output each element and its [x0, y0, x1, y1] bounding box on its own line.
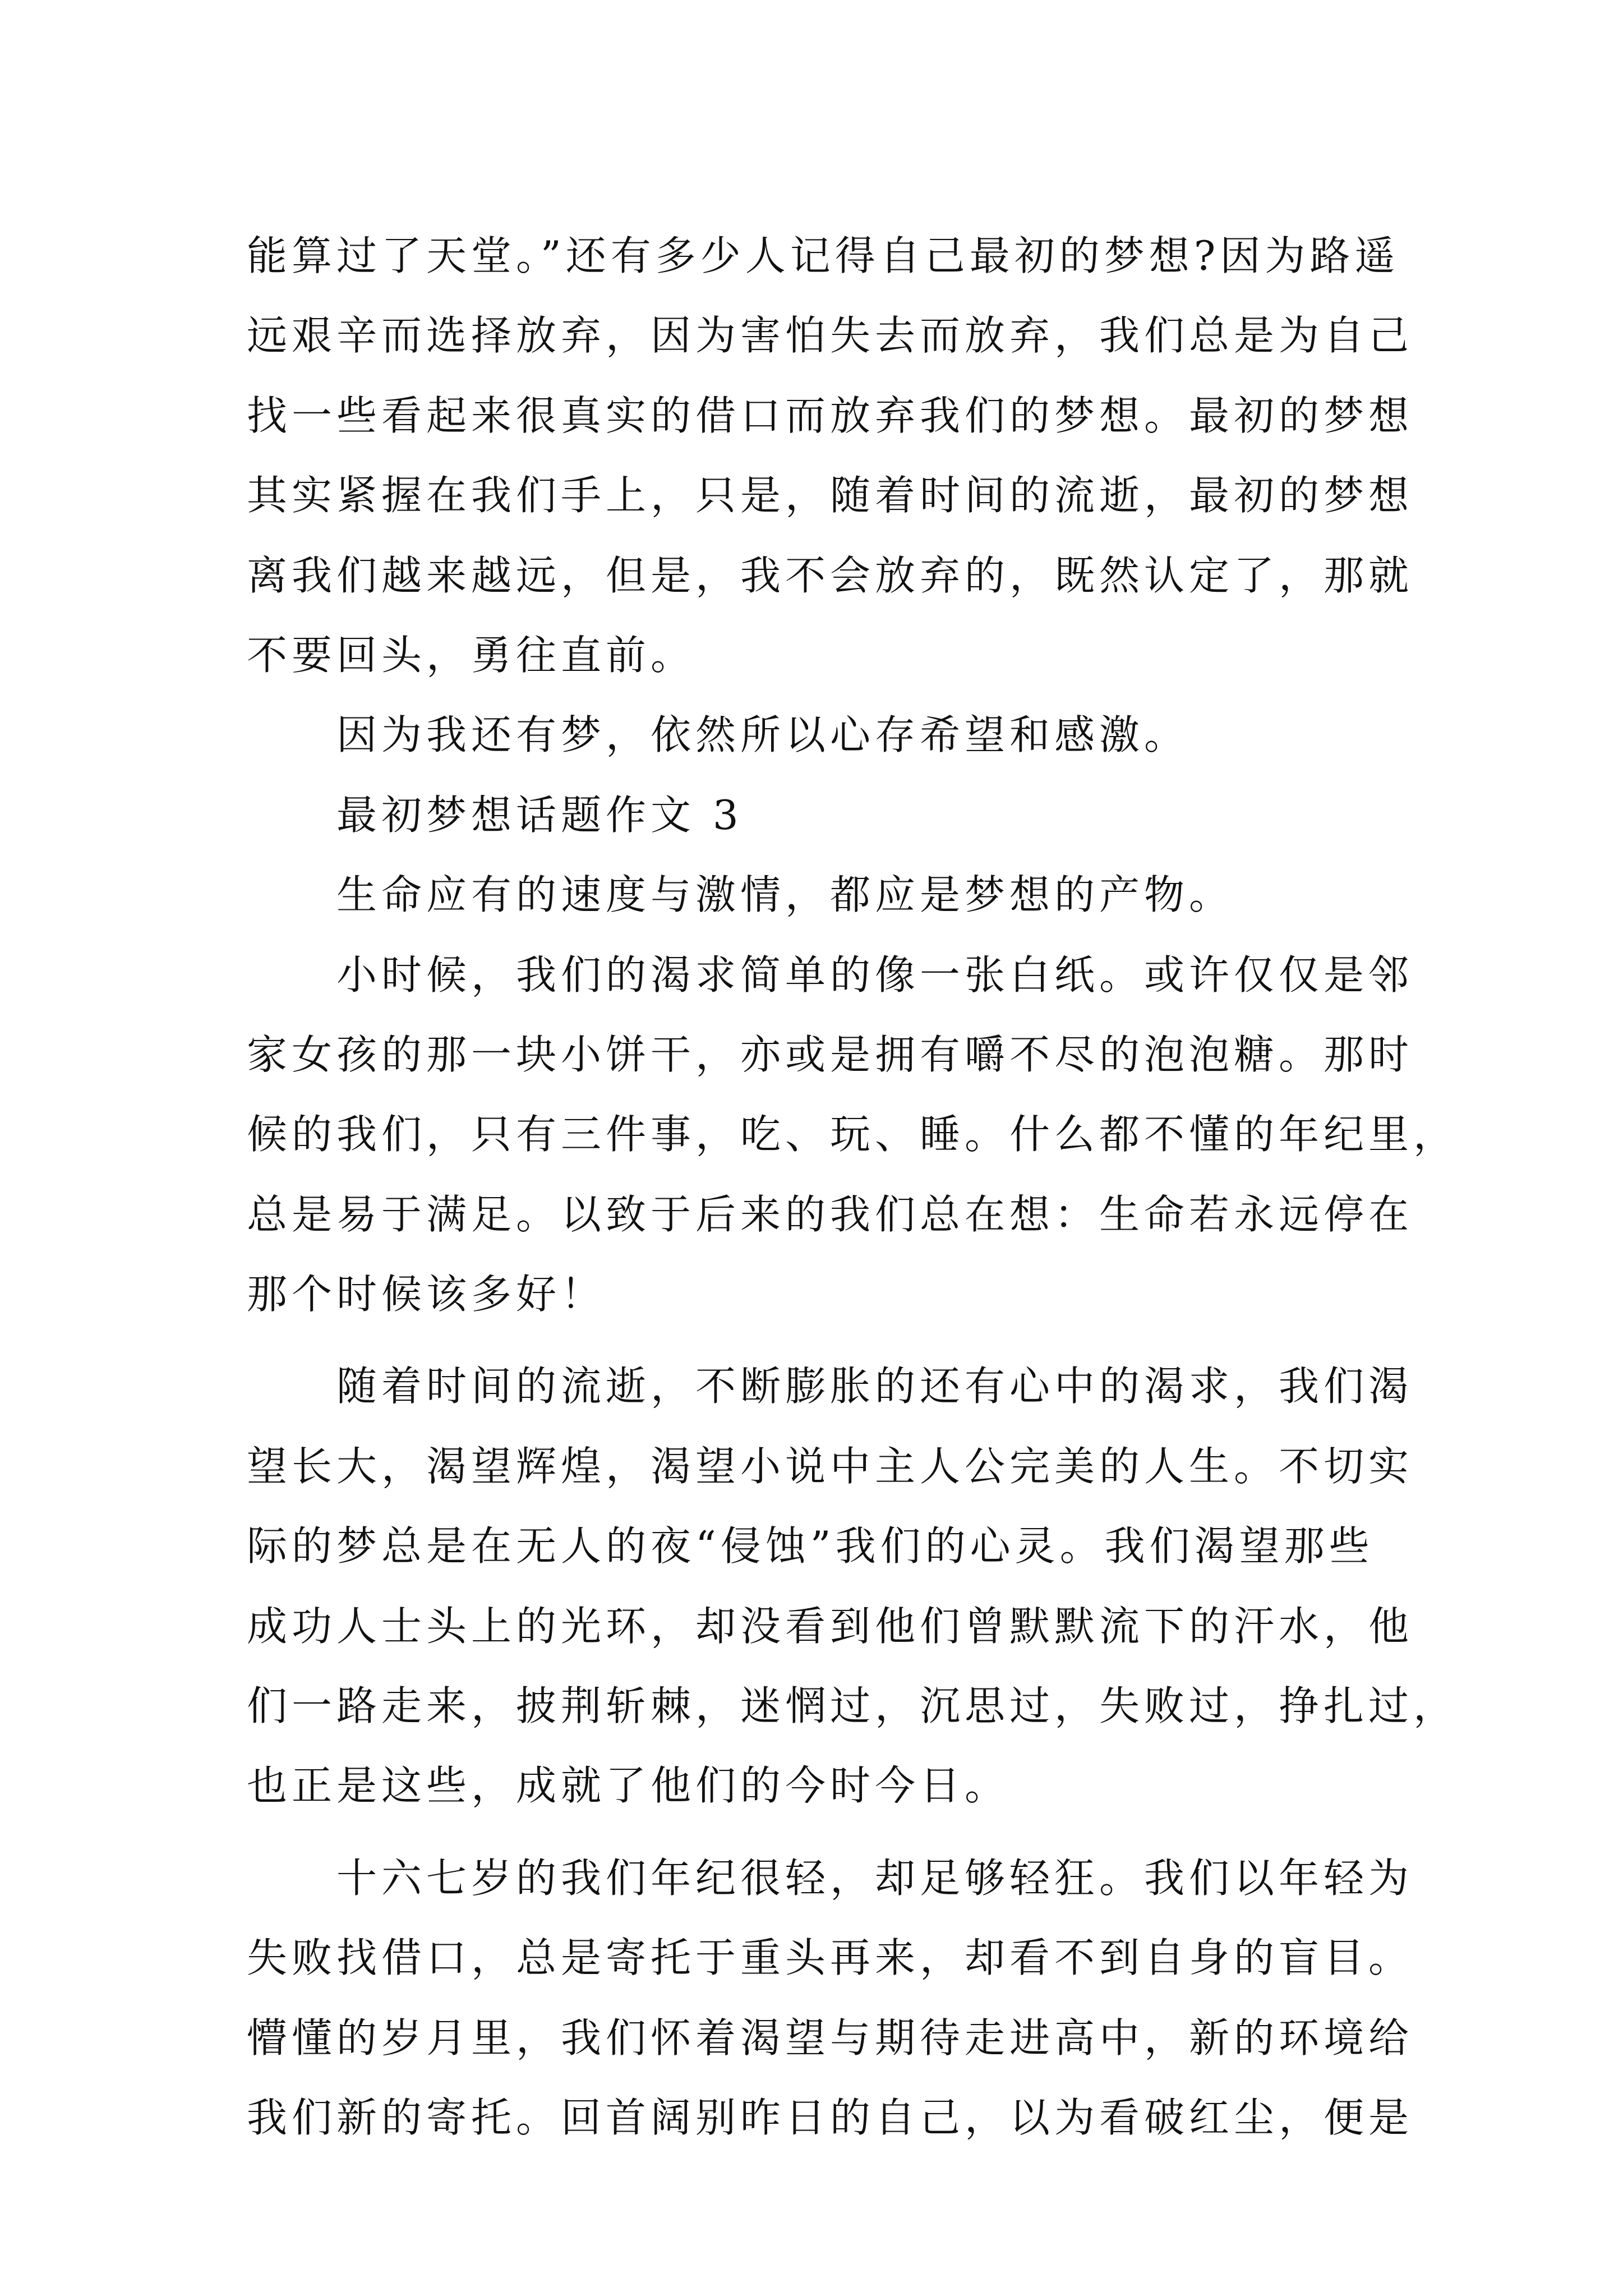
text-line: 离我们越来越远，但是，我不会放弃的，既然认定了，那就 — [247, 551, 1414, 599]
text-line: 失败找借口，总是寄托于重头再来，却看不到自身的盲目。 — [247, 1934, 1414, 1982]
text-line: 十六七岁的我们年纪很轻，却足够轻狂。我们以年轻为 — [336, 1854, 1414, 1902]
text-line: 候的我们，只有三件事，吃、玩、睡。什么都不懂的年纪里， — [247, 1111, 1459, 1158]
text-line: 找一些看起来很真实的借口而放弃我们的梦想。最初的梦想 — [247, 392, 1414, 439]
text-line: 因为我还有梦，依然所以心存希望和感激。 — [336, 711, 1189, 759]
text-line: 不要回头，勇往直前。 — [247, 631, 696, 679]
text-line: 家女孩的那一块小饼干，亦或是拥有嚼不尽的泡泡糖。那时 — [247, 1030, 1414, 1078]
text-line: 际的梦总是在无人的夜“侵蚀”我们的心灵。我们渴望那些 — [247, 1522, 1374, 1570]
text-line: 能算过了天堂。”还有多少人记得自己最初的梦想?因为路遥 — [247, 232, 1400, 279]
text-line: 生命应有的速度与激情，都应是梦想的产物。 — [336, 871, 1234, 919]
text-line: 总是易于满足。以致于后来的我们总在想：生命若永远停在 — [247, 1190, 1414, 1238]
text-line: 我们新的寄托。回首阔别昨日的自己，以为看破红尘，便是 — [247, 2093, 1414, 2141]
text-line: 们一路走来，披荆斩棘，迷惘过，沉思过，失败过，挣扎过， — [247, 1682, 1459, 1730]
section-heading: 最初梦想话题作文 3 — [336, 791, 743, 839]
text-line: 远艰辛而选择放弃，因为害怕失去而放弃，我们总是为自己 — [247, 312, 1414, 360]
text-line: 随着时间的流逝，不断膨胀的还有心中的渴求，我们渴 — [336, 1363, 1414, 1410]
document-body — [247, 216, 1459, 2157]
text-line: 小时候，我们的渴求简单的像一张白纸。或许仅仅是邻 — [336, 951, 1414, 999]
text-line: 望长大，渴望辉煌，渴望小说中主人公完美的人生。不切实 — [247, 1442, 1414, 1490]
text-line: 也正是这些，成就了他们的今时今日。 — [247, 1762, 1010, 1810]
text-line: 成功人士头上的光环，却没看到他们曾默默流下的汗水，他 — [247, 1602, 1414, 1650]
text-line: 懵懂的岁月里，我们怀着渴望与期待走进高中，新的环境给 — [247, 2014, 1414, 2062]
text-line: 那个时候该多好！ — [247, 1271, 606, 1318]
text-line: 其实紧握在我们手上，只是，随着时间的流逝，最初的梦想 — [247, 472, 1414, 519]
